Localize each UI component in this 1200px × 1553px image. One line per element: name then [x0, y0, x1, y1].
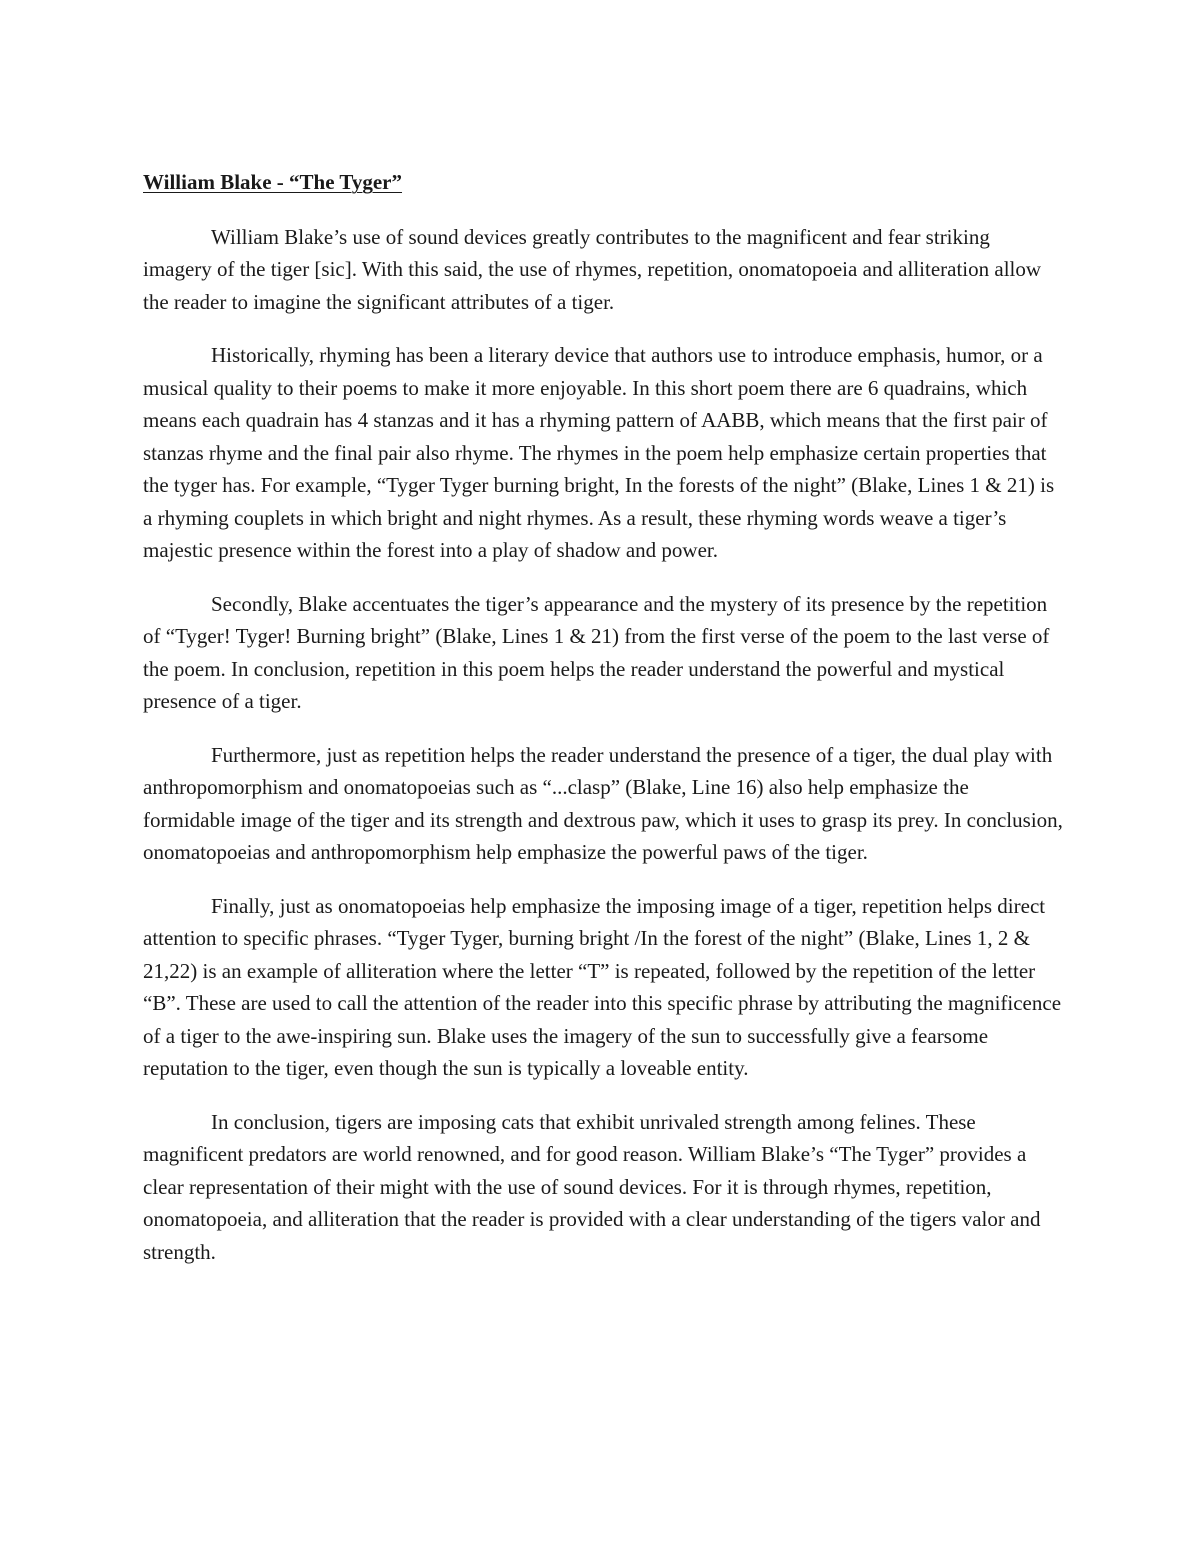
document-body: [143, 166, 1063, 1289]
paragraph-rhyming: Historically, rhyming has been a literary device that authors use to introduce emphasis, humor, or a musical quality to their poems to make it more enjoyable. In this short poem there are 6 quadrains, which means each quadrain has 4 stanzas and it has a rhyming pattern of AABB, which means that the first pair of stanzas rhyme and the final pair also rhyme. The rhymes in the poem help emphasize certain properties that the tyger has. For example, “Tyger Tyger burning bright, In the forests of the night” (Blake, Lines 1 & 21) is a rhyming couplets in which bright and night rhymes. As a result, these rhyming words weave a tiger’s majestic presence within the forest into a play of shadow and power.: [143, 343, 1055, 562]
paragraph-onomatopoeia: Furthermore, just as repetition helps the reader understand the presence of a tiger, the dual play with anthropomorphism and onomatopoeias such as “...clasp” (Blake, Line 16) also help emphasize the formidable image of the tiger and its strength and dextrous paw, which it uses to grasp its prey. In conclusion, onomatopoeias and anthropomorphism help emphasize the powerful paws of the tiger.: [143, 742, 1063, 864]
paragraph-introduction: William Blake’s use of sound devices greatly contributes to the magnificent and fear striking imagery of the tiger [sic]. With this said, the use of rhymes, repetition, onomatopoeia and alliteration allow the reader to imagine the significant attributes of a tiger.: [143, 224, 1042, 314]
paragraph-repetition: Secondly, Blake accentuates the tiger’s appearance and the mystery of its presence by the repetition of “Tyger! Tyger! Burning bright” (Blake, Lines 1 & 21) from the first verse of the poem to the last verse of the poem. In conclusion, repetition in this poem helps the reader understand the powerful and mystical presence of a tiger.: [143, 591, 1050, 713]
document-title: William Blake - “The Tyger”: [143, 170, 403, 194]
paragraph-conclusion: In conclusion, tigers are imposing cats that exhibit unrivaled strength among felines. These magnificent predators are world renowned, and for good reason. William Blake’s “The Tyger” provides a clear representation of their might with the use of sound devices. For it is through rhymes, repetition, onomatopoeia, and alliteration that the reader is provided with a clear understanding of the tigers valor and strength.: [143, 1109, 1041, 1264]
paragraph-alliteration: Finally, just as onomatopoeias help emphasize the imposing image of a tiger, repetition helps direct attention to specific phrases. “Tyger Tyger, burning bright /In the forest of the night” (Blake, Lines 1, 2 & 21,22) is an example of alliteration where the letter “T” is repeated, followed by the repetition of the letter “B”. These are used to call the attention of the reader into this specific phrase by attributing the magnificence of a tiger to the awe-inspiring sun. Blake uses the imagery of the sun to successfully give a fearsome reputation to the tiger, even though the sun is typically a loveable entity.: [143, 893, 1062, 1080]
